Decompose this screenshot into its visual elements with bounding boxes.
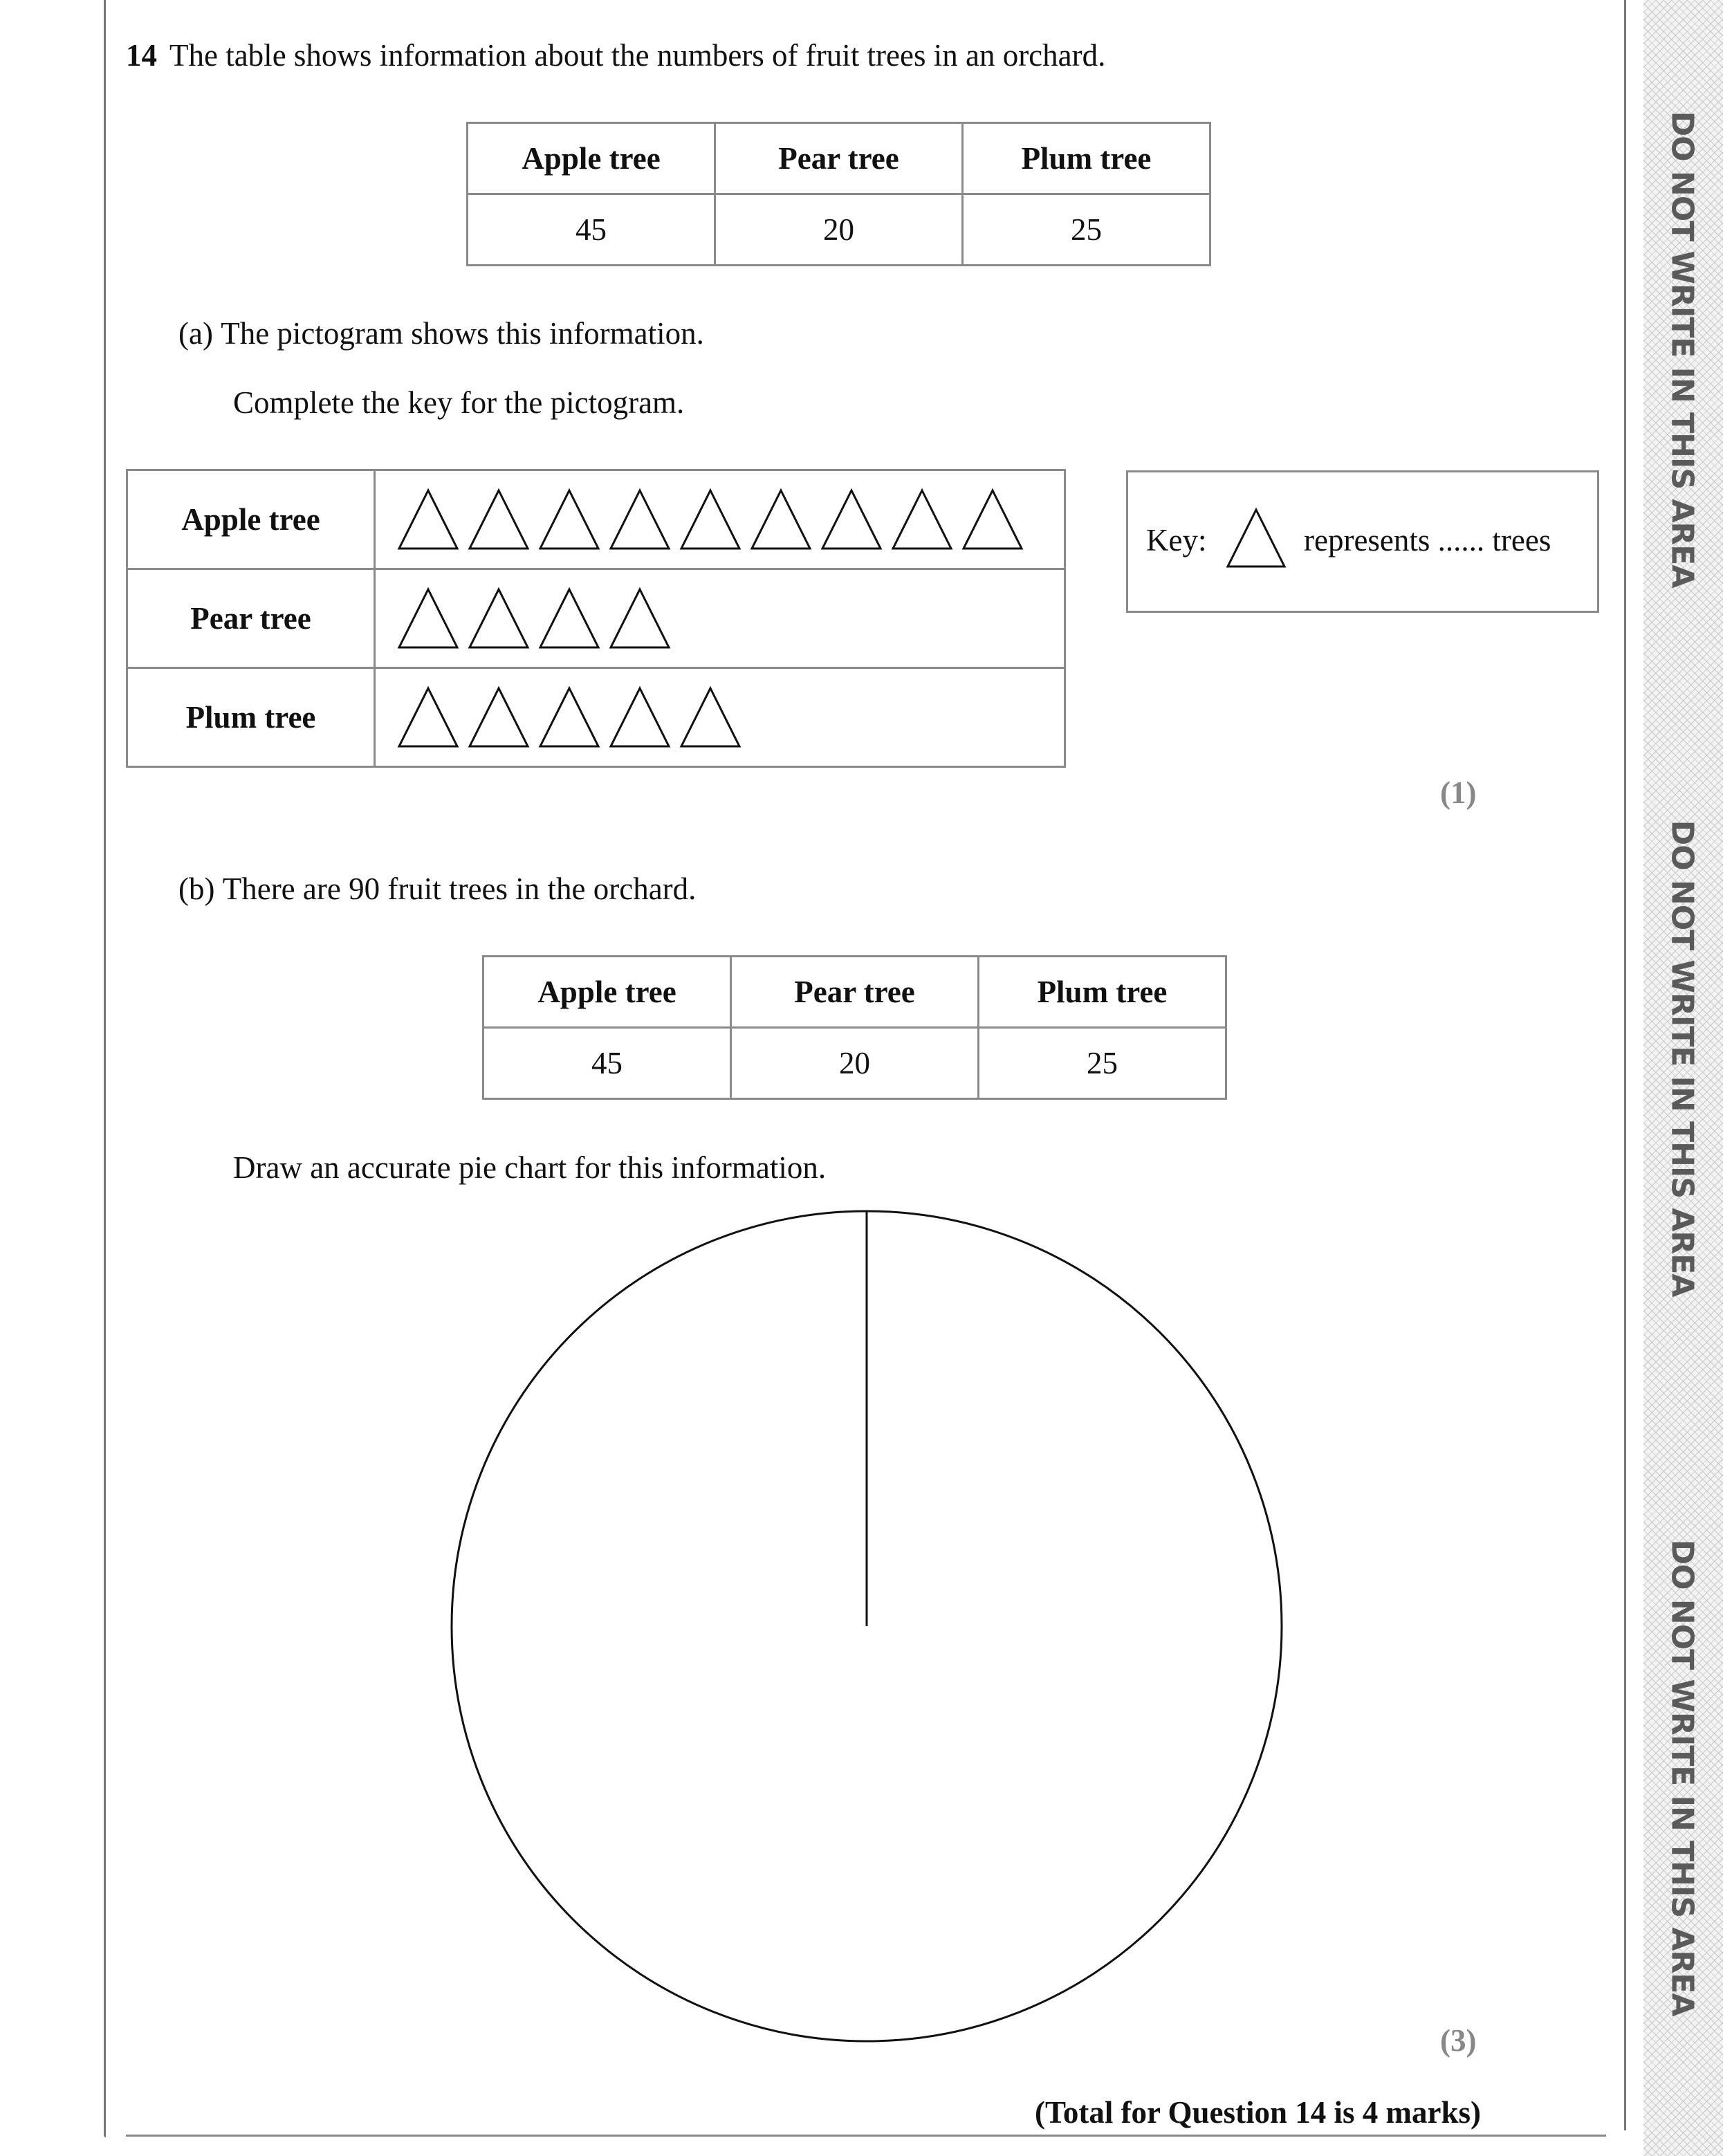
- margin-warning-3: DO NOT WRITE IN THIS AREA: [1664, 1539, 1700, 2016]
- table-value-plum: 25: [963, 194, 1210, 266]
- fruit-tree-table: [466, 122, 1211, 266]
- page-right-border: [1624, 0, 1626, 2130]
- part-b-marks: (3): [1440, 2023, 1477, 2058]
- table-header-row: [468, 123, 1210, 194]
- pictogram-row-plum: [127, 668, 1065, 767]
- triangle-icon: [961, 488, 1024, 551]
- triangle-icon: [467, 488, 531, 551]
- pictogram-label-plum: Plum tree: [127, 668, 375, 767]
- pictogram-row-pear: [127, 569, 1065, 668]
- triangle-icon: [467, 587, 531, 650]
- triangle-icon: [396, 587, 460, 650]
- table-b-value-plum: 25: [979, 1028, 1226, 1099]
- question-heading: [126, 40, 1105, 71]
- table-header-plum: Plum tree: [963, 123, 1210, 194]
- table-b-value-apple: 45: [483, 1028, 731, 1099]
- table-value-row: [468, 194, 1210, 266]
- pictogram-symbols-apple: [375, 470, 1065, 569]
- margin-warning-2: DO NOT WRITE IN THIS AREA: [1664, 820, 1700, 1297]
- triangle-icon: [1225, 507, 1287, 569]
- table-value-pear: 20: [715, 194, 963, 266]
- triangle-icon: [537, 488, 601, 551]
- part-a-label: (a): [178, 316, 213, 351]
- table-b-header-plum: Plum tree: [979, 957, 1226, 1028]
- triangle-icon: [608, 587, 672, 650]
- part-b-label: (b): [178, 872, 215, 906]
- triangle-icon: [679, 488, 742, 551]
- part-a-marks: (1): [1440, 775, 1477, 810]
- triangle-icon: [537, 685, 601, 749]
- key-suffix: represents ...... trees: [1304, 523, 1551, 558]
- pictogram-row-apple: [127, 470, 1065, 569]
- pictogram-symbols-pear: [375, 569, 1065, 668]
- triangle-icon: [608, 488, 672, 551]
- pictogram-label-apple: Apple tree: [127, 470, 375, 569]
- pictogram-key-box: [1126, 470, 1599, 613]
- triangle-icon: [679, 685, 742, 749]
- pictogram-symbols-plum: [375, 668, 1065, 767]
- part-a-line2: Complete the key for the pictogram.: [233, 385, 685, 420]
- page-bottom-rule: [126, 2135, 1606, 2137]
- triangle-icon: [396, 488, 460, 551]
- triangle-icon: [467, 685, 531, 749]
- pictogram-label-pear: Pear tree: [127, 569, 375, 668]
- table-value-apple: 45: [468, 194, 715, 266]
- triangle-icon: [820, 488, 883, 551]
- table-header-pear: Pear tree: [715, 123, 963, 194]
- triangle-icon: [396, 685, 460, 749]
- page-left-border: [104, 0, 106, 2137]
- triangle-icon: [537, 587, 601, 650]
- part-b-line1: [178, 874, 696, 905]
- margin-warning-1: DO NOT WRITE IN THIS AREA: [1664, 111, 1700, 588]
- table-b-value-pear: 20: [731, 1028, 979, 1099]
- question-intro: The table shows information about the numbers of fruit trees in an orchard.: [169, 38, 1106, 73]
- table-b-value-row: [483, 1028, 1226, 1099]
- pictogram: [126, 469, 1066, 768]
- table-b-header-apple: Apple tree: [483, 957, 731, 1028]
- part-a-text: The pictogram shows this information.: [221, 316, 704, 351]
- fruit-tree-table-b: [482, 955, 1227, 1100]
- key-prefix: Key:: [1146, 523, 1207, 558]
- triangle-icon: [890, 488, 954, 551]
- question-total: (Total for Question 14 is 4 marks): [1034, 2095, 1481, 2130]
- table-b-header-row: [483, 957, 1226, 1028]
- question-number: 14: [126, 38, 157, 73]
- triangle-icon: [608, 685, 672, 749]
- pie-instruction: Draw an accurate pie chart for this information.: [233, 1150, 827, 1185]
- table-header-apple: Apple tree: [468, 123, 715, 194]
- pie-chart-circle[interactable]: [448, 1208, 1285, 2045]
- part-b-text: There are 90 fruit trees in the orchard.: [222, 872, 697, 906]
- table-b-header-pear: Pear tree: [731, 957, 979, 1028]
- part-a-line1: [178, 318, 704, 349]
- triangle-icon: [749, 488, 813, 551]
